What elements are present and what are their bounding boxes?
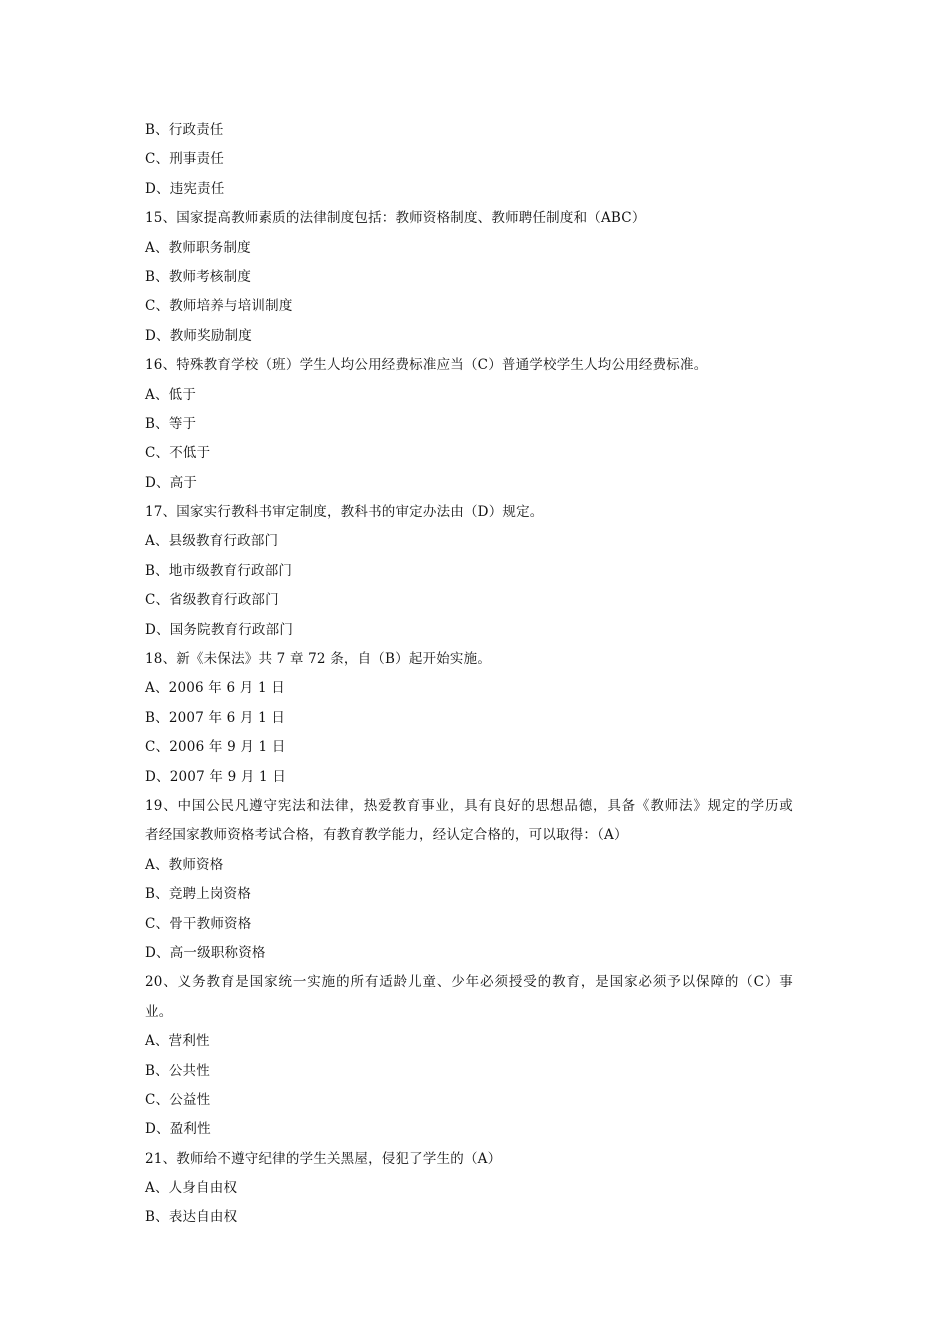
answer-option: A、低于 [145, 386, 197, 403]
answer-option: D、2007 年 9 月 1 日 [145, 768, 287, 785]
answer-option: C、骨干教师资格 [145, 915, 252, 932]
question-text-line: 21、教师给不遵守纪律的学生关黑屋，侵犯了学生的（A） [145, 1150, 502, 1167]
answer-option: A、营利性 [145, 1033, 210, 1050]
question-text-line: 15、国家提高教师素质的法律制度包括：教师资格制度、教师聘任制度和（ABC） [145, 210, 646, 227]
question-text-line: 16、特殊教育学校（班）学生人均公用经费标准应当（C）普通学校学生人均公用经费标准。 [145, 357, 708, 374]
answer-option: B、行政责任 [145, 122, 224, 138]
answer-option: D、国务院教育行政部门 [145, 621, 294, 638]
answer-option: D、违宪责任 [145, 180, 225, 197]
answer-option: B、表达自由权 [145, 1209, 238, 1226]
question-stem [145, 351, 805, 380]
question-stem [145, 498, 805, 527]
answer-option: C、公益性 [145, 1091, 211, 1108]
answer-option: A、人身自由权 [145, 1180, 238, 1197]
answer-option: A、县级教育行政部门 [145, 533, 279, 550]
answer-option: A、2006 年 6 月 1 日 [145, 680, 285, 697]
answer-option: D、教师奖励制度 [145, 327, 252, 344]
answer-option: B、2007 年 6 月 1 日 [145, 709, 286, 726]
answer-option: A、教师资格 [145, 856, 224, 873]
answer-option: B、竞聘上岗资格 [145, 886, 252, 903]
answer-option: C、省级教育行政部门 [145, 592, 279, 609]
question-stem [145, 792, 805, 851]
answer-option: B、公共性 [145, 1062, 210, 1079]
question-stem [145, 645, 805, 674]
question-stem [145, 1145, 805, 1174]
answer-option: B、地市级教育行政部门 [145, 562, 293, 579]
question-text-line: 18、新《未保法》共 7 章 72 条，自（B）起开始实施。 [145, 651, 492, 668]
question-text-line: 业。 [145, 1003, 173, 1020]
question-text-line: 17、国家实行教科书审定制度，教科书的审定办法由（D）规定。 [145, 504, 544, 521]
question-text-line: 19、中国公民凡遵守宪法和法律，热爱教育事业，具有良好的思想品德，具备《教师法》规定的学历或 [145, 797, 793, 814]
answer-option: C、教师培养与培训制度 [145, 298, 293, 315]
answer-option: D、高一级职称资格 [145, 944, 266, 961]
document-body [145, 116, 805, 1233]
answer-option: B、等于 [145, 415, 197, 432]
question-stem [145, 204, 805, 233]
answer-option: D、高于 [145, 474, 198, 491]
question-text-line: 20、义务教育是国家统一实施的所有适龄儿童、少年必须授受的教育，是国家必须予以保障的（C）事 [145, 974, 793, 991]
answer-option: D、盈利性 [145, 1121, 211, 1138]
answer-option: B、教师考核制度 [145, 268, 252, 285]
answer-option: C、不低于 [145, 445, 211, 462]
answer-option: C、刑事责任 [145, 151, 225, 168]
question-text-line: 者经国家教师资格考试合格，有教育教学能力，经认定合格的，可以取得：（A） [145, 827, 628, 844]
question-stem [145, 968, 805, 1027]
answer-option: C、2006 年 9 月 1 日 [145, 739, 286, 756]
answer-option: A、教师职务制度 [145, 239, 251, 256]
